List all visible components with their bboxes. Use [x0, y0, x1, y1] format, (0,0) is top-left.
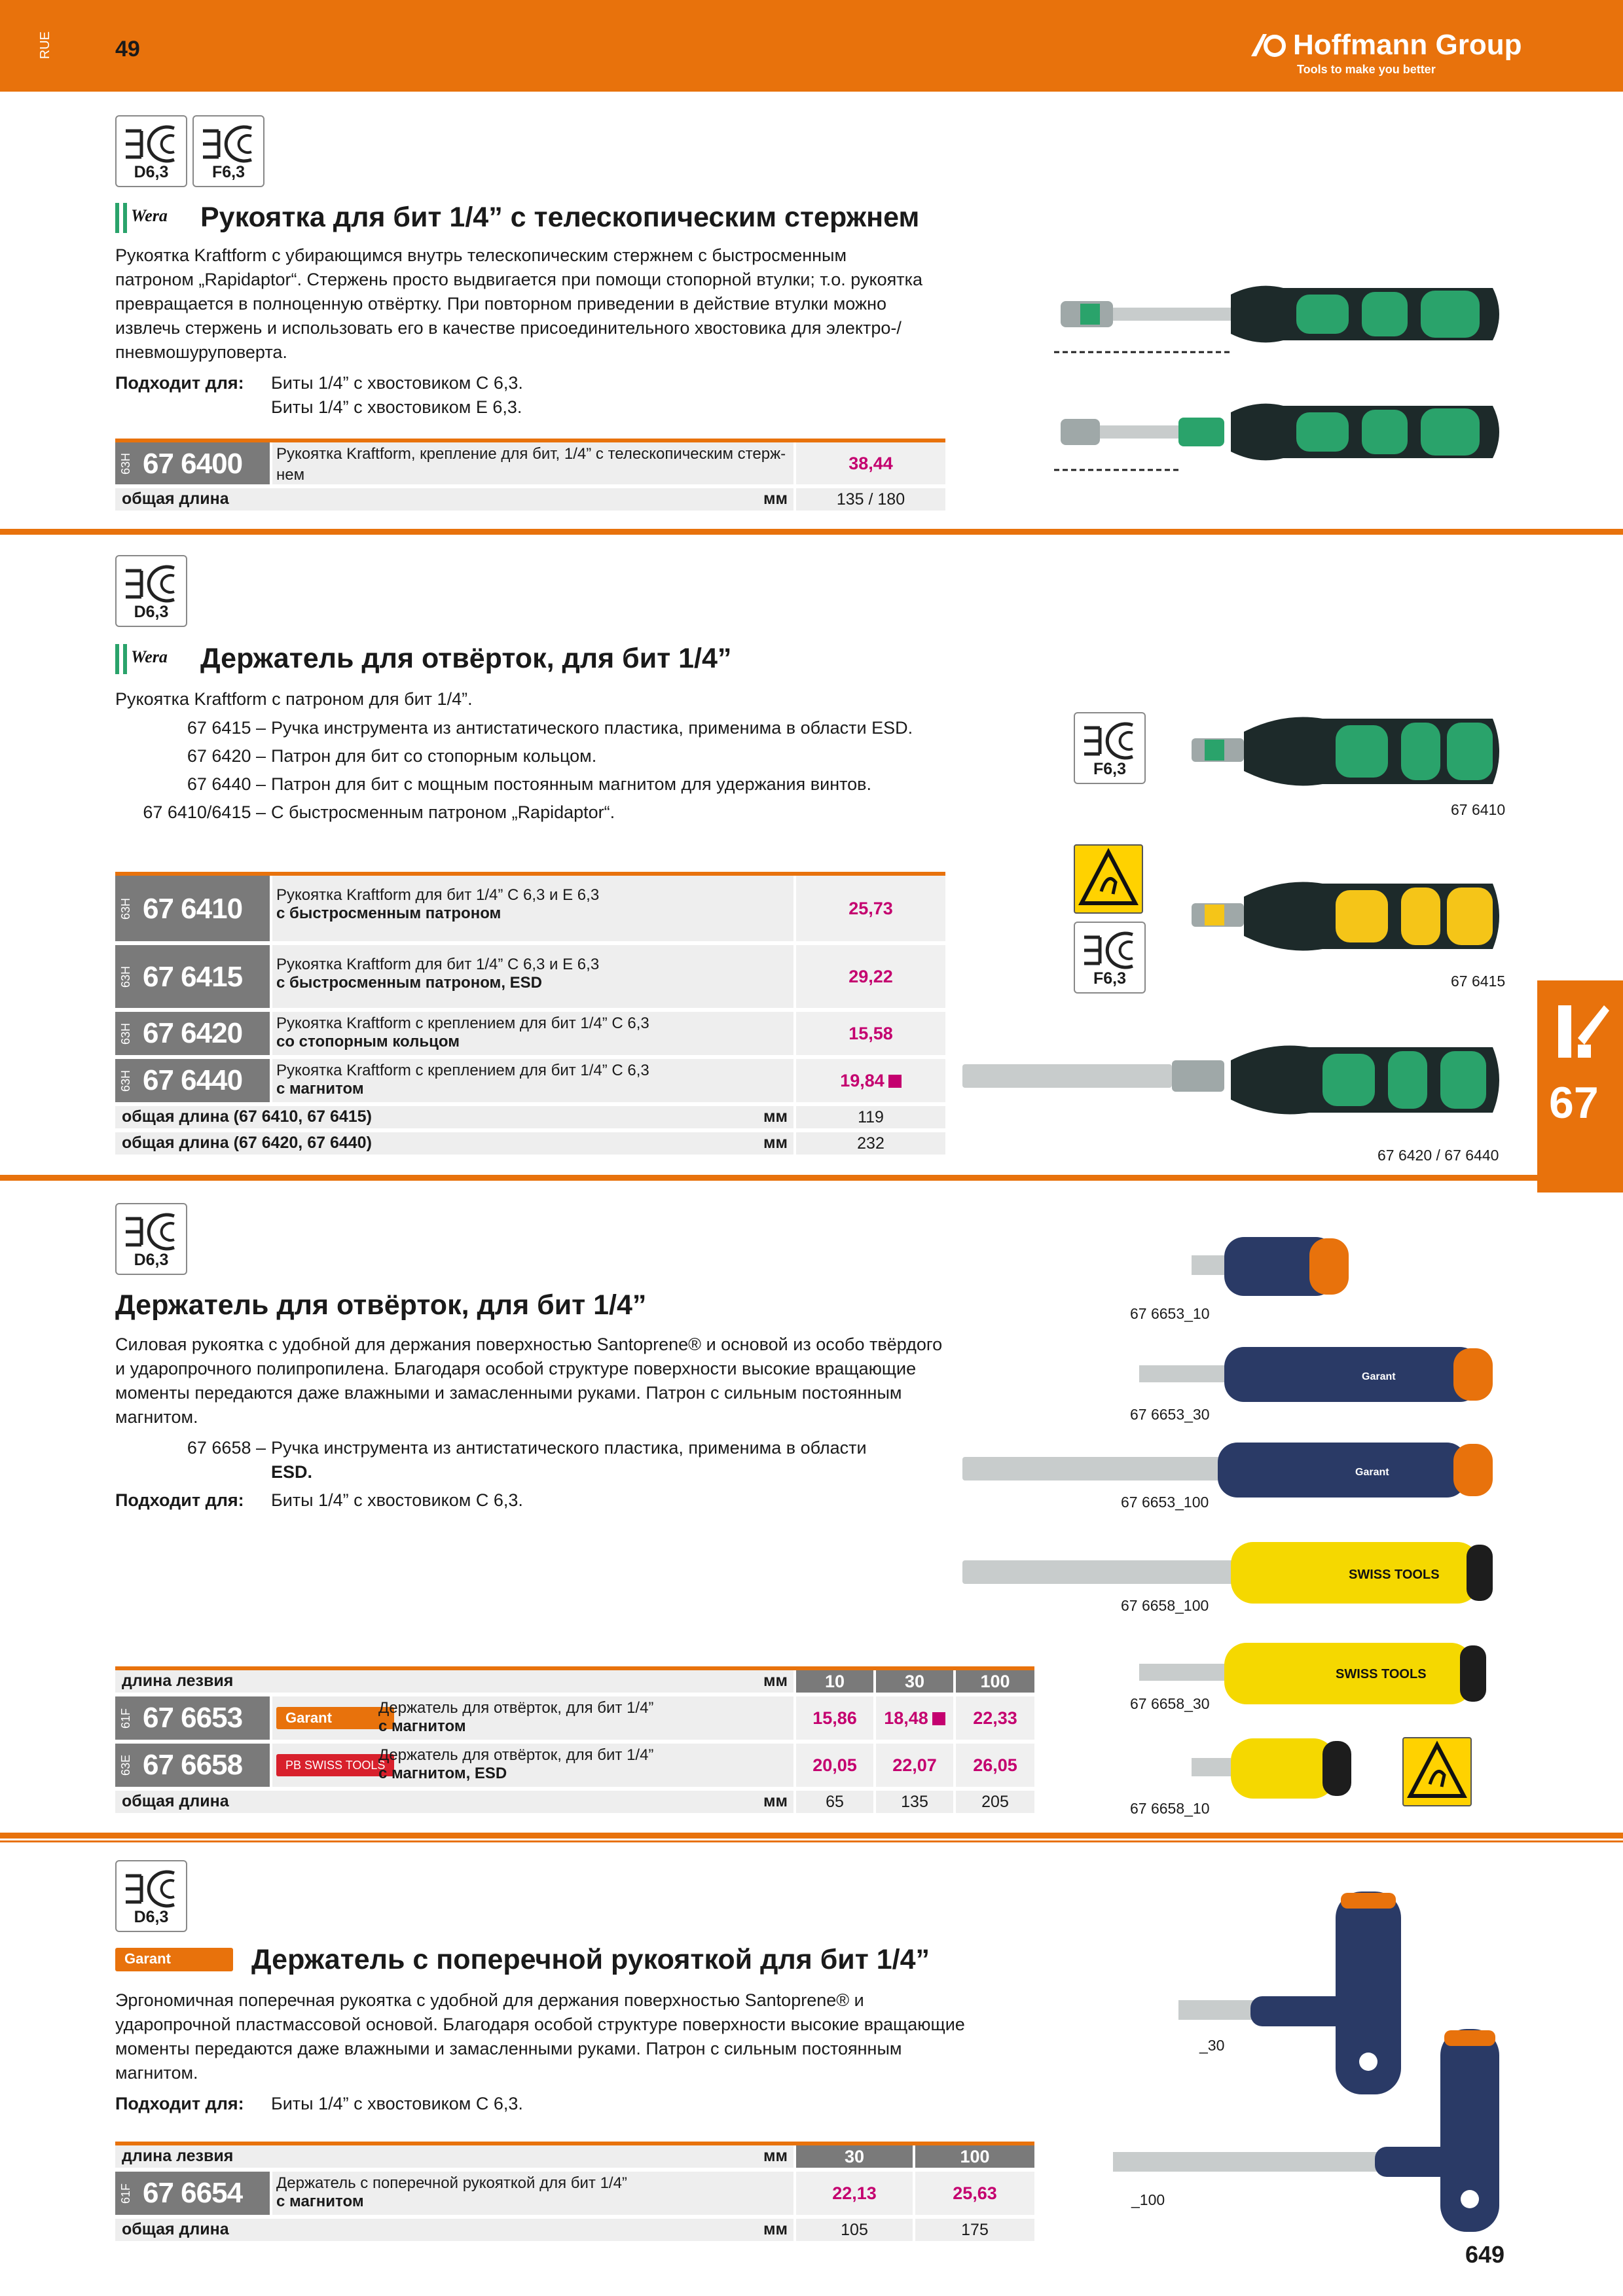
bit-type-label: F6,3 — [1093, 760, 1127, 778]
image-caption: 67 6653_30 — [1130, 1406, 1210, 1423]
garant-handle-image — [1139, 1342, 1506, 1407]
article-description: Рукоятка Kraftform, крепление для бит, 1/4” с телескопическим стерж- — [276, 445, 786, 463]
length-value: 135 / 180 — [796, 488, 945, 511]
article-code-cell — [115, 1059, 270, 1102]
wera-nut-driver-image — [956, 1034, 1506, 1126]
hoffmann-logo-icon — [1247, 30, 1289, 60]
item-text: ESD. — [271, 1462, 313, 1482]
bit-type-label: F6,3 — [1093, 969, 1127, 988]
fits-label: Подходит для: — [115, 373, 244, 393]
bit-type-label: D6,3 — [134, 163, 169, 181]
bit-holder-badge — [1074, 712, 1146, 784]
image-caption: 67 6658_30 — [1130, 1695, 1210, 1712]
column-header: 10 — [796, 1670, 873, 1693]
item-code: 67 6658 – — [187, 1438, 266, 1458]
wera-logo-icon — [115, 203, 198, 233]
article-description-cell — [272, 945, 793, 1008]
article-description: Рукоятка Kraftform для бит 1/4” С 6,3 и Е 6,3 — [276, 956, 600, 973]
article-description: с быстросменным патроном, ESD — [276, 974, 542, 992]
article-code-cell — [115, 2172, 270, 2215]
wera-logo-icon — [115, 644, 198, 674]
article-code-cell — [115, 1696, 270, 1740]
description-line: извлечь стержень и использовать его в качестве присоединительного хвостовика для электро-/ — [115, 318, 902, 338]
image-caption: 67 6415 — [1451, 973, 1506, 990]
esd-warning-icon — [1402, 1737, 1472, 1806]
item-text: Патрон для бит с мощным постоянным магнитом для удержания винтов. — [271, 774, 872, 794]
hex-socket-icon — [199, 120, 262, 166]
garant-brand-logo: Garant — [115, 1948, 233, 1971]
garant-handle-short-image — [1192, 1230, 1362, 1302]
unit-label: мм — [763, 1107, 788, 1126]
section-title: Держатель для отвёрток, для бит 1/4” — [200, 643, 732, 674]
price-group: 63H — [119, 965, 132, 988]
section-title: Держатель для отвёрток, для бит 1/4” — [115, 1289, 647, 1321]
garant-nut-driver-image — [956, 1437, 1506, 1503]
image-caption: _100 — [1131, 2191, 1165, 2208]
item-code: 67 6410/6415 – — [143, 802, 266, 822]
section-intro: Рукоятка Kraftform с патроном для бит 1/4”. — [115, 689, 473, 709]
description-line: пневмошуруповерта. — [115, 342, 287, 362]
item-text: С быстросменным патроном „Rapidaptor“. — [271, 802, 615, 822]
item-code: 67 6415 – — [187, 718, 266, 738]
unit-label: мм — [763, 1672, 788, 1690]
article-price: 19,84 — [840, 1071, 884, 1090]
section-description — [115, 243, 922, 365]
brand-name: Hoffmann Group — [1293, 29, 1522, 61]
description-line: ударопрочной пластмассовой основой. Благодаря особой структуре поверхности высокие вращающие — [115, 2015, 965, 2034]
hex-socket-icon — [1080, 927, 1143, 973]
hoffmann-logo — [1247, 29, 1561, 81]
section-divider — [0, 1175, 1537, 1181]
svg-text:Wera: Wera — [131, 206, 168, 225]
brand-tagline: Tools to make you better — [1297, 63, 1436, 76]
description-line: патроном „Rapidaptor“. Стержень просто выдвигается при помощи стопорной втулки; т.о. рукоятка — [115, 270, 922, 289]
article-description: Держатель с поперечной рукояткой для бит 1/4” — [276, 2174, 627, 2192]
article-code-cell — [115, 1012, 270, 1055]
article-price: 20,05 — [796, 1744, 873, 1787]
price-group: 63H — [119, 897, 132, 920]
new-price-marker — [888, 1075, 902, 1088]
description-line: моменты передаются даже влажными и замасленными руками. Патрон с сильным постоянным — [115, 1383, 902, 1403]
article-number: 67 6400 — [143, 448, 243, 480]
t-handle-long-image — [1113, 2022, 1506, 2245]
pb-handle-brand: SWISS TOOLS — [1349, 1568, 1440, 1582]
image-caption: 67 6658_10 — [1130, 1800, 1210, 1817]
length-label: общая длина (67 6410, 67 6415) — [122, 1107, 372, 1126]
length-value: 135 — [876, 1791, 953, 1813]
article-description: с магнитом, ESD — [378, 1765, 507, 1782]
article-code-cell — [115, 876, 270, 941]
price-group: 63H — [119, 452, 132, 475]
article-description: Рукоятка Kraftform для бит 1/4” С 6,3 и Е 6,3 — [276, 886, 600, 904]
length-label: общая длина — [122, 1792, 229, 1810]
article-description: с магнитом — [378, 1717, 466, 1735]
fits-item: Биты 1/4” с хвостовиком С 6,3. — [271, 1490, 523, 1510]
article-number: 67 6440 — [143, 1064, 243, 1096]
description-line: магнитом. — [115, 2063, 198, 2083]
article-price: 15,58 — [796, 1012, 945, 1055]
bit-type-label: D6,3 — [134, 603, 169, 621]
price-group: 61F — [119, 1708, 132, 1729]
article-price-cell — [876, 1696, 953, 1740]
unit-label: мм — [763, 490, 788, 508]
section-divider — [0, 529, 1623, 535]
length-row — [115, 488, 793, 511]
article-description: с магнитом — [276, 2193, 364, 2210]
hex-socket-icon — [122, 120, 185, 166]
screwdriver-chapter-icon — [1552, 999, 1611, 1064]
section-title: Рукоятка для бит 1/4” с телескопическим стержнем — [200, 202, 920, 233]
description-line: Силовая рукоятка с удобной для держания поверхностью Santoprene® и основой из особо твёрдого — [115, 1335, 943, 1354]
blade-length-label: длина лезвия — [122, 2147, 234, 2165]
description-line: и ударопрочного полипропилена. Благодаря особой структуре поверхности высокие вращающие — [115, 1359, 917, 1378]
length-row — [115, 1791, 793, 1813]
fits-label: Подходит для: — [115, 1490, 244, 1510]
article-code-cell — [115, 945, 270, 1008]
article-description-cell — [272, 1012, 793, 1055]
length-row — [115, 2219, 793, 2241]
image-caption: 67 6658_100 — [1121, 1597, 1209, 1614]
article-price: 15,86 — [796, 1696, 873, 1740]
unit-label: мм — [763, 2220, 788, 2238]
article-price: 26,05 — [956, 1744, 1034, 1787]
column-header: 30 — [876, 1670, 953, 1693]
fits-item: Биты 1/4” с хвостовиком С 6,3. — [271, 373, 523, 393]
garant-brand-logo: Garant — [276, 1707, 394, 1729]
bit-type-label: D6,3 — [134, 1908, 169, 1926]
bit-holder-badge — [1074, 922, 1146, 994]
pb-nut-driver-image — [956, 1537, 1506, 1609]
description-line: моменты передаются даже влажными и замасленными руками. Патрон с сильным постоянным — [115, 2039, 902, 2058]
image-caption: 67 6420 / 67 6440 — [1377, 1147, 1499, 1164]
image-caption: 67 6653_10 — [1130, 1305, 1210, 1322]
article-price: 22,33 — [956, 1696, 1034, 1740]
article-description: Рукоятка Kraftform с креплением для бит 1/4” С 6,3 — [276, 1062, 649, 1079]
image-caption: 67 6410 — [1451, 801, 1506, 818]
length-row — [115, 1132, 793, 1155]
item-code: 67 6440 – — [187, 774, 266, 794]
length-value: 232 — [796, 1132, 945, 1155]
blade-length-row — [115, 1670, 793, 1693]
article-number: 67 6415 — [143, 961, 243, 993]
article-number: 67 6658 — [143, 1749, 243, 1781]
length-label: общая длина (67 6420, 67 6440) — [122, 1134, 372, 1152]
fits-label: Подходит для: — [115, 2094, 244, 2113]
article-price: 25,73 — [796, 876, 945, 941]
garant-handle-brand: Garant — [1355, 1467, 1389, 1478]
hex-socket-icon — [122, 1208, 185, 1254]
unit-label: мм — [763, 2147, 788, 2165]
length-value: 205 — [956, 1791, 1034, 1813]
article-price-cell — [796, 1059, 945, 1102]
article-description-cell — [272, 1744, 793, 1787]
article-code-cell — [115, 1744, 270, 1787]
image-caption: _30 — [1199, 2037, 1225, 2054]
price-group: 63H — [119, 1069, 132, 1092]
catalog-page-number: 49 — [115, 37, 140, 62]
item-text: Ручка инструмента из антистатического пластика, применима в области ESD. — [271, 718, 913, 738]
unit-label: мм — [763, 1134, 788, 1152]
bit-type-label: F6,3 — [211, 163, 246, 181]
article-description: нем — [276, 466, 305, 484]
article-description-cell — [272, 1696, 793, 1740]
article-description: с быстросменным патроном — [276, 905, 501, 922]
svg-text:Wera: Wera — [131, 647, 168, 666]
fits-item: Биты 1/4” с хвостовиком С 6,3. — [271, 2094, 523, 2113]
length-value: 119 — [796, 1106, 945, 1128]
description-line: превращается в полноценную отвёртку. При повторном приведении в действие втулки можно — [115, 294, 886, 314]
section-title: Держатель с поперечной рукояткой для бит 1/4” — [251, 1944, 930, 1975]
article-description: с магнитом — [276, 1080, 364, 1098]
article-description-cell — [272, 2172, 793, 2215]
price-group: 61F — [119, 2183, 132, 2204]
bit-holder-badge — [115, 115, 187, 187]
telescopic-handle-image — [1048, 393, 1506, 484]
wera-handle-esd-image — [1178, 870, 1506, 962]
section-description — [115, 1988, 965, 2085]
article-code-cell — [115, 442, 270, 484]
chapter-number: 67 — [1549, 1078, 1599, 1128]
pb-handle-short-image — [1192, 1732, 1362, 1804]
article-description: Держатель для отвёрток, для бит 1/4” — [378, 1746, 654, 1764]
article-number: 67 6410 — [143, 893, 243, 925]
section-divider — [0, 1833, 1623, 1839]
article-description-cell — [272, 442, 793, 484]
article-description: со стопорным кольцом — [276, 1033, 460, 1050]
blade-length-row — [115, 2145, 793, 2168]
length-label: общая длина — [122, 490, 229, 508]
column-header: 100 — [915, 2145, 1034, 2168]
article-number: 67 6653 — [143, 1702, 243, 1734]
bit-holder-badge — [115, 555, 187, 627]
article-price: 25,63 — [915, 2172, 1034, 2215]
article-price: 38,44 — [796, 442, 945, 484]
price-group: 63E — [119, 1754, 132, 1776]
blade-length-label: длина лезвия — [122, 1672, 234, 1690]
page-number: 649 — [1465, 2241, 1505, 2268]
bit-holder-badge — [115, 1860, 187, 1932]
fits-item: Биты 1/4” с хвостовиком Е 6,3. — [271, 397, 522, 417]
article-description-cell — [272, 876, 793, 941]
section-description — [115, 1333, 942, 1429]
new-price-marker — [932, 1712, 945, 1725]
hex-socket-icon — [1080, 717, 1143, 763]
image-caption: 67 6653_100 — [1121, 1494, 1209, 1511]
pb-handle-brand: SWISS TOOLS — [1336, 1667, 1427, 1681]
hex-socket-icon — [122, 560, 185, 606]
description-line: Эргономичная поперечная рукоятка с удобной для держания поверхностью Santoprene® и — [115, 1990, 864, 2010]
article-price: 22,13 — [796, 2172, 913, 2215]
length-row — [115, 1106, 793, 1128]
pb-swiss-tools-logo: PB SWISS TOOLS — [276, 1754, 394, 1776]
item-text: Ручка инструмента из антистатического пластика, применима в области — [271, 1438, 867, 1458]
section-divider — [0, 1840, 1623, 1842]
chapter-side-tab — [1537, 980, 1623, 1193]
garant-handle-brand: Garant — [1362, 1371, 1396, 1382]
bit-type-label: D6,3 — [134, 1251, 169, 1269]
column-header: 100 — [956, 1670, 1034, 1693]
item-code: 67 6420 – — [187, 746, 266, 766]
telescopic-handle-image — [1048, 275, 1506, 367]
article-number: 67 6420 — [143, 1017, 243, 1049]
column-header: 30 — [796, 2145, 913, 2168]
item-text: Патрон для бит со стопорным кольцом. — [271, 746, 597, 766]
bit-holder-badge — [115, 1203, 187, 1275]
esd-warning-icon — [1074, 844, 1143, 914]
length-label: общая длина — [122, 2220, 229, 2238]
length-value: 175 — [915, 2219, 1034, 2241]
language-code: RUE — [38, 31, 52, 60]
page-header — [0, 0, 1623, 92]
article-description-cell — [272, 1059, 793, 1102]
article-price: 29,22 — [796, 945, 945, 1008]
article-price: 18,48 — [884, 1708, 928, 1728]
article-number: 67 6654 — [143, 2177, 243, 2209]
price-group: 63H — [119, 1022, 132, 1045]
article-description: Держатель для отвёрток, для бит 1/4” — [378, 1699, 654, 1717]
bit-holder-badge — [192, 115, 264, 187]
article-description: Рукоятка Kraftform с креплением для бит 1/4” С 6,3 — [276, 1014, 649, 1032]
hex-socket-icon — [122, 1865, 185, 1911]
unit-label: мм — [763, 1792, 788, 1810]
article-price: 22,07 — [876, 1744, 953, 1787]
wera-handle-green-image — [1178, 706, 1506, 797]
length-value: 105 — [796, 2219, 913, 2241]
description-line: магнитом. — [115, 1407, 198, 1427]
description-line: Рукоятка Kraftform с убирающимся внутрь телескопическим стержнем с быстросменным — [115, 245, 847, 265]
length-value: 65 — [796, 1791, 873, 1813]
